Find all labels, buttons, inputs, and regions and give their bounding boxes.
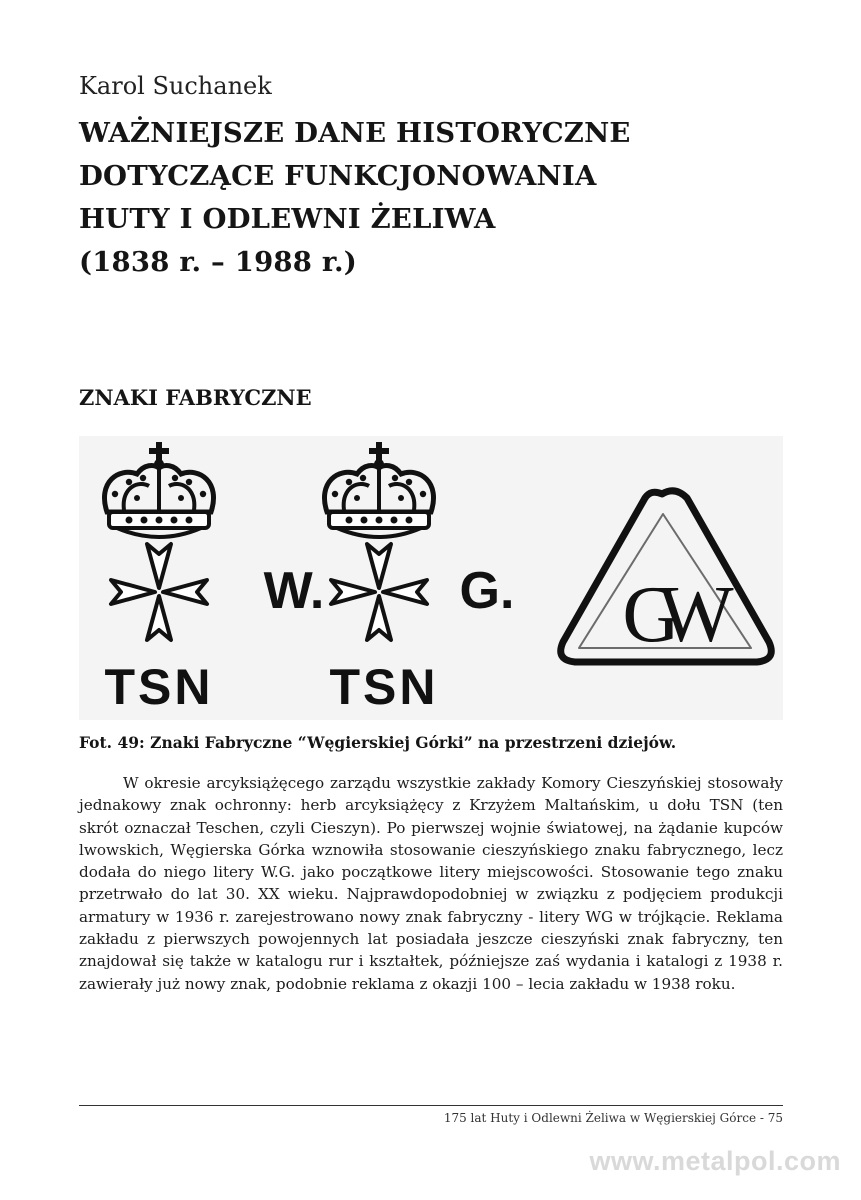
title-line: HUTY I ODLEWNI ŻELIWA <box>79 203 496 235</box>
page-footer: 175 lat Huty i Odlewni Żeliwa w Węgierskiej Górce - 75 <box>443 1111 783 1125</box>
article-title <box>79 112 799 284</box>
factory-marks-photo <box>79 436 783 720</box>
mark-crown-cross-1 <box>104 442 213 715</box>
mark2-letter-g: G. <box>459 562 515 620</box>
mark2-letter-w: W. <box>263 562 325 620</box>
mark1-tsn: TSN <box>104 659 214 715</box>
site-watermark: www.metalpol.com <box>589 1146 841 1176</box>
footer-rule <box>79 1105 783 1106</box>
title-line: WAŻNIEJSZE DANE HISTORYCZNE <box>79 117 631 149</box>
mark2-tsn: TSN <box>329 659 439 715</box>
title-line: DOTYCZĄCE FUNKCJONOWANIA <box>79 160 597 192</box>
section-heading: ZNAKI FABRYCZNE <box>79 385 312 410</box>
mark-crown-cross-2 <box>264 442 515 715</box>
mark-gw-triangle <box>561 491 772 662</box>
figure-caption: Fot. 49: Znaki Fabryczne “Węgierskiej Górki” na przestrzeni dziejów. <box>79 733 677 752</box>
body-paragraph: W okresie arcyksiążęcego zarządu wszystkie zakłady Komory Cieszyńskiej stosowały jednakowy znak ochronny: herb arcyksiążęcy z Krzyżem Maltańskim, u dołu TSN (ten skrót oznaczał Teschen, czyli Cieszyn). Po pierwszej wojnie światowej, na żądanie kupców lwowskich, Węgierska Górka wznowiła stosowanie cieszyńskiego znaku fabrycznego, lecz dodała do niego litery W.G. jako początkowe litery miejscowości. Stosowanie tego znaku przetrwało do lat 30. XX wieku. Najprawdopodobniej w związku z podjęciem produkcji armatury w 1936 r. zarejestrowano nowy znak fabryczny - litery WG w trójkącie. Reklama zakładu z pierwszych powojennych lat posiadała jeszcze cieszyński znak fabryczny, ten znajdował się także w katalogu rur i kształtek, późniejsze zaś wydania i katalogi z 1938 r. zawierały już nowy znak, podobnie reklama z okazji 100 – lecia zakładu w 1938 roku. <box>79 774 783 993</box>
title-line: (1838 r. – 1988 r.) <box>79 246 358 278</box>
mark3-letters: GW <box>622 571 712 659</box>
author-name: Karol Suchanek <box>79 72 272 100</box>
